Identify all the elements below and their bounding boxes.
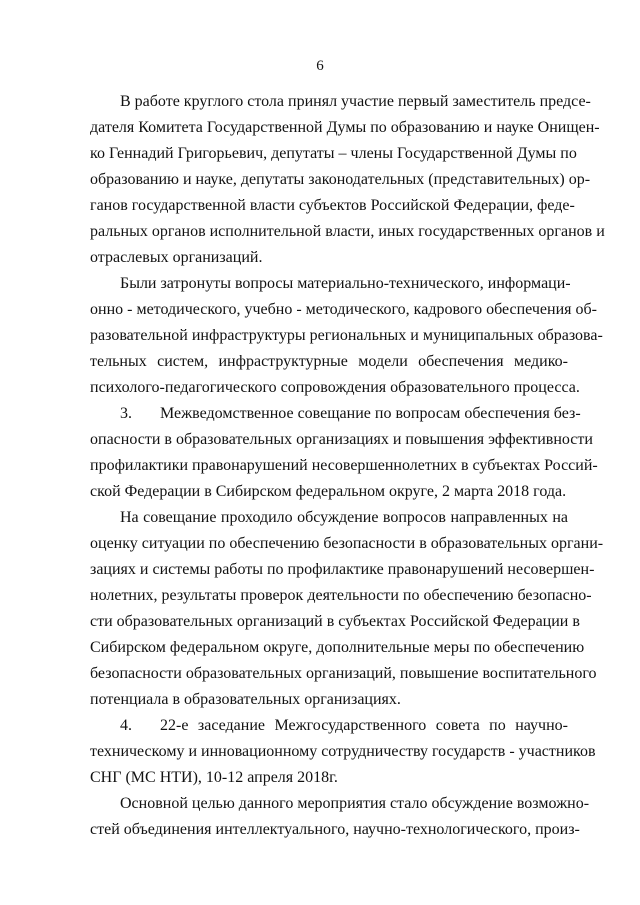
text-line: опасности в образовательных организациях и повышения эффективности bbox=[90, 431, 593, 448]
text-line: 22-е заседание Межгосударственного совета по научно- bbox=[160, 717, 568, 734]
text-line: Основной целью данного мероприятия стало обсуждение возможно- bbox=[120, 795, 590, 812]
text-line: потенциала в образовательных организациях. bbox=[90, 691, 401, 708]
text-line: ской Федерации в Сибирском федеральном округе, 2 марта 2018 года. bbox=[90, 483, 567, 500]
text-line: оценку ситуации по обеспечению безопасности в образовательных органи- bbox=[90, 535, 604, 552]
text-line: дателя Комитета Государственной Думы по образованию и науке Онищен- bbox=[90, 119, 600, 136]
text-line: На совещание проходило обсуждение вопросов направленных на bbox=[120, 509, 568, 526]
page-number: 6 bbox=[316, 58, 324, 74]
text-line: зациях и системы работы по профилактике правонарушений несовершен- bbox=[90, 561, 595, 578]
text-line: ральных органов исполнительной власти, иных государственных органов и bbox=[90, 223, 605, 240]
text-line: техническому и инновационному сотрудничеству государств - участников bbox=[90, 743, 596, 760]
text-line: отраслевых организаций. bbox=[90, 249, 263, 266]
text-line: онно - методического, учебно - методического, кадрового обеспечения об- bbox=[90, 301, 597, 318]
text-line: СНГ (МС НТИ), 10-12 апреля 2018г. bbox=[90, 769, 338, 786]
text-line: Были затронуты вопросы материально-технического, информаци- bbox=[120, 275, 571, 292]
text-line: разовательной инфраструктуры региональных и муниципальных образова- bbox=[90, 327, 603, 344]
text-line: психолого-педагогического сопровождения образовательного процесса. bbox=[90, 379, 580, 396]
list-number: 4. bbox=[120, 717, 132, 734]
text-line: Межведомственное совещание по вопросам обеспечения без- bbox=[160, 405, 581, 422]
text-line: безопасности образовательных организаций, повышение воспитательного bbox=[90, 665, 597, 682]
text-line: образованию и науке, депутаты законодательных (представительных) ор- bbox=[90, 171, 591, 188]
text-line: В работе круглого стола принял участие первый заместитель предсе- bbox=[120, 93, 591, 110]
text-line: сти образовательных организаций в субъектах Российской Федерации в bbox=[90, 613, 580, 630]
text-line: Сибирском федеральном округе, дополнительные меры по обеспечению bbox=[90, 639, 585, 656]
list-number: 3. bbox=[120, 405, 132, 422]
text-line: ганов государственной власти субъектов Российской Федерации, феде- bbox=[90, 197, 575, 214]
text-line: нолетних, результаты проверок деятельности по обеспечению безопасно- bbox=[90, 587, 592, 604]
text-line: стей объединения интеллектуального, научно-технологического, произ- bbox=[90, 821, 580, 838]
text-line: тельных систем, инфраструктурные модели обеспечения медико- bbox=[90, 353, 568, 370]
text-line: ко Геннадий Григорьевич, депутаты – члены Государственной Думы по bbox=[90, 145, 577, 162]
text-line: профилактики правонарушений несовершеннолетних в субъектах Россий- bbox=[90, 457, 598, 474]
